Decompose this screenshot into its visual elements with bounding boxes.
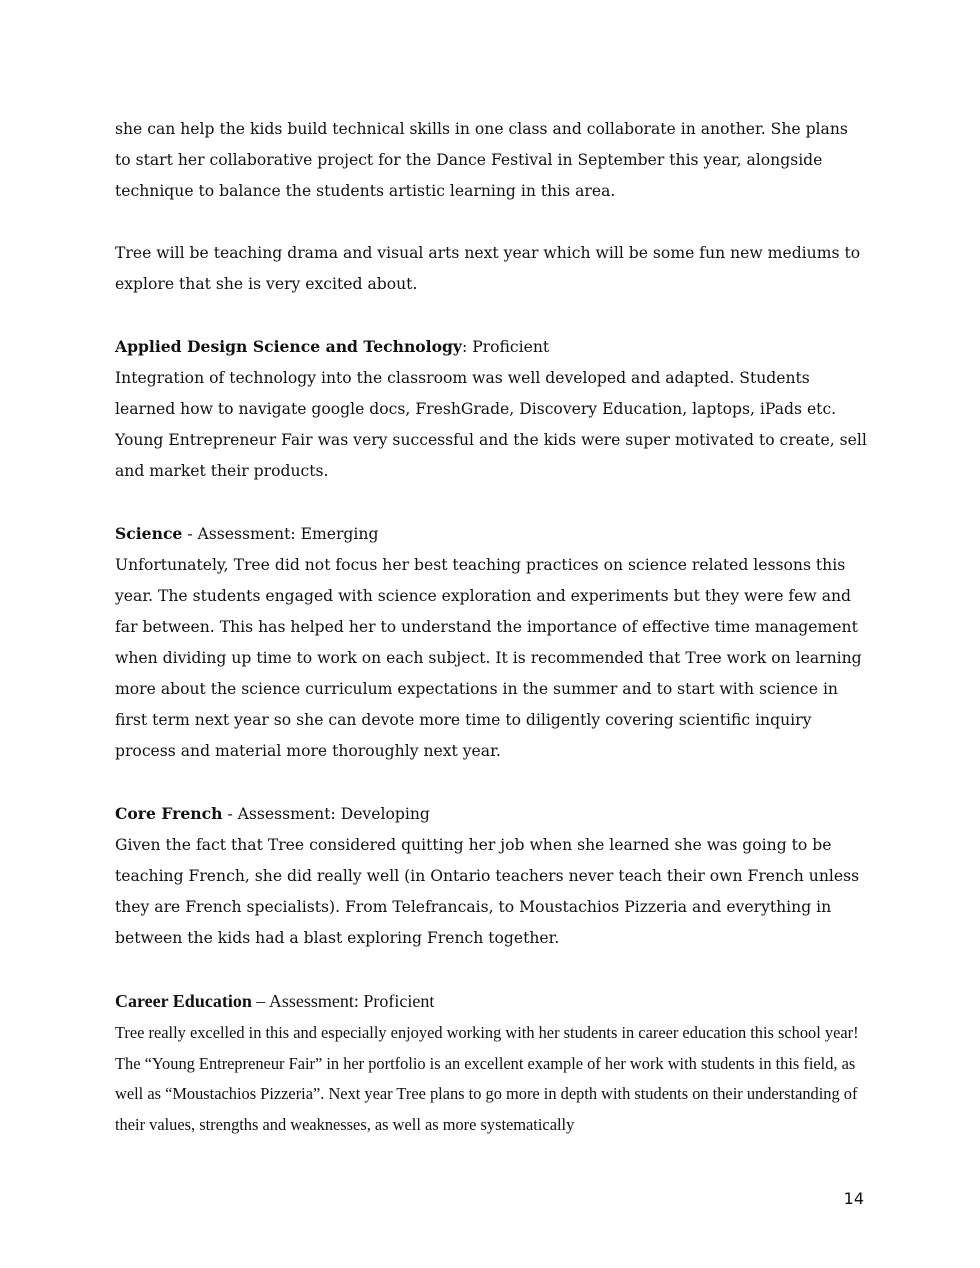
intro-paragraph-1: she can help the kids build technical skills in one class and collaborate in another. She plans to start her collaborative project for the Dance Festival in September this year, alongside technique to balance the students artistic learning in this area.	[115, 120, 848, 200]
section-career-education	[115, 985, 867, 1140]
section-heading	[115, 985, 867, 1018]
section-title: Applied Design Science and Technology	[115, 337, 462, 356]
section-title: Core French	[115, 804, 223, 823]
section-body: Integration of technology into the classroom was well developed and adapted. Students learned how to navigate google docs, FreshGrade, Discovery Education, laptops, iPads etc. Young Entrepreneur Fair was very successful and the kids were super motivated to create, sell and market their products.	[115, 369, 867, 480]
section-assessment: - Assessment: Developing	[222, 805, 430, 823]
page-number: 14	[843, 1189, 864, 1208]
section-assessment: : Proficient	[461, 338, 550, 356]
section-applied-design	[115, 331, 867, 487]
section-body: Tree really excelled in this and especially enjoyed working with her students in career education this school year! The “Young Entrepreneur Fair” in her portfolio is an excellent example of her work with students in this field, as well as “Moustachios Pizzeria”. Next year Tree plans to go more in depth with students on their understanding of their values, strengths and weaknesses, as well as more systematically	[115, 1023, 859, 1134]
intro-paragraph-2: Tree will be teaching drama and visual arts next year which will be some fun new mediums to explore that she is very excited about.	[115, 244, 861, 293]
section-title: Career Education	[115, 991, 252, 1011]
section-body: Given the fact that Tree considered quitting her job when she learned she was going to be teaching French, she did really well (in Ontario teachers never teach their own French unless they are French specialists). From Telefrancais, to Moustachios Pizzeria and everything in between the kids had a blast exploring French together.	[115, 836, 860, 947]
section-heading	[115, 518, 867, 550]
section-assessment: – Assessment: Proficient	[251, 991, 435, 1011]
section-title: Science	[115, 524, 183, 543]
section-heading	[115, 331, 867, 363]
section-heading	[115, 798, 867, 830]
section-science	[115, 518, 867, 767]
section-body: Unfortunately, Tree did not focus her best teaching practices on science related lessons this year. The students engaged with science exploration and experiments but they were few and far between. This has helped her to understand the importance of effective time management when dividing up time to work on each subject. It is recommended that Tree work on learning more about the science curriculum expectations in the summer and to start with science in first term next year so she can devote more time to diligently covering scientific inquiry process and material more thoroughly next year.	[115, 556, 862, 760]
section-assessment: - Assessment: Emerging	[182, 525, 379, 543]
page-content	[115, 114, 867, 1140]
section-core-french	[115, 798, 867, 954]
